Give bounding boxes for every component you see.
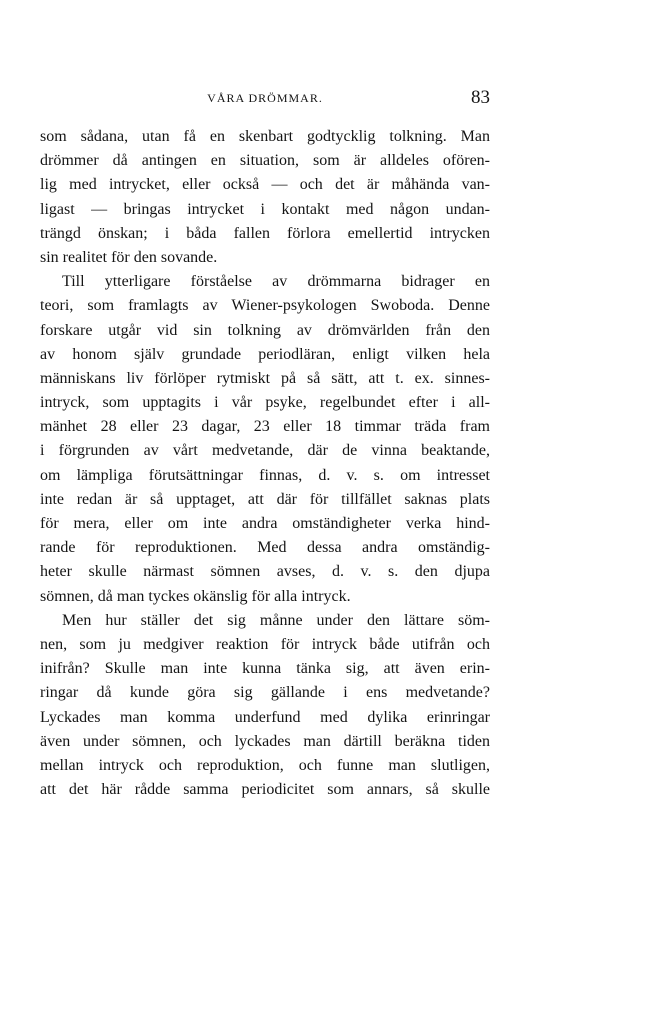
text-line: nen, som ju medgiver reaktion för intryck både utifrån och (40, 635, 490, 653)
text-line: teori, som framlagts av Wiener-psykologen Swoboda. Denne (40, 297, 490, 315)
text-line: trängd önskan; i båda fallen förlora emellertid intrycken (40, 224, 490, 242)
text-line: i förgrunden av vårt medvetande, där de vinna beaktande, (40, 442, 490, 460)
text-line: människans liv förlöper rytmiskt på så sätt, att t. ex. sinnes- (40, 369, 490, 387)
text-line: intryck, som upptagits i vår psyke, regelbundet efter i all- (40, 394, 490, 412)
text-line: ringar då kunde göra sig gällande i ens medvetande? (40, 684, 490, 702)
text-line: lig med intrycket, eller också — och det är måhända van- (40, 176, 490, 194)
text-line: rande för reproduktionen. Med dessa andra omständig- (40, 539, 490, 557)
text-line: Lyckades man komma underfund med dylika erinringar (40, 708, 490, 726)
text-line: mänhet 28 eller 23 dagar, 23 eller 18 timmar träda fram (40, 418, 490, 436)
text-line: av honom själv grundade periodläran, enligt vilken hela (40, 345, 490, 363)
body-text (40, 125, 490, 802)
text-line: inte redan är så upptaget, att där för tillfället saknas plats (40, 490, 490, 508)
text-line: om lämpliga förutsättningar finnas, d. v. s. om intresset (40, 466, 490, 484)
text-line: ligast — bringas intrycket i kontakt med någon undan- (40, 200, 490, 218)
text-line: drömmer då antingen en situation, som är alldeles ofören- (40, 152, 490, 170)
page-number: 83 (471, 87, 490, 108)
text-line: Men hur ställer det sig månne under den lättare söm- (62, 611, 490, 629)
text-line: även under sömnen, och lyckades man därtill beräkna tiden (40, 732, 490, 750)
text-line: att det här rådde samma periodicitet som annars, så skulle (40, 781, 490, 799)
text-line: inifrån? Skulle man inte kunna tänka sig, att även erin- (40, 660, 490, 678)
running-title: VÅRA DRÖMMAR. (207, 91, 323, 105)
text-line: forskare utgår vid sin tolkning av drömvärlden från den (40, 321, 490, 339)
text-line: för mera, eller om inte andra omständigheter verka hind- (40, 515, 490, 532)
text-line: mellan intryck och reproduktion, och funne man slutligen, (40, 756, 490, 774)
text-line: Till ytterligare förståelse av drömmarna bidrager en (62, 273, 490, 291)
text-line: heter skulle närmast sömnen avses, d. v. s. den djupa (40, 563, 490, 581)
running-head (40, 88, 490, 112)
text-line: sin realitet för den sovande. (40, 248, 218, 266)
text-line: sömnen, då man tyckes okänslig för alla intryck. (40, 587, 351, 605)
text-line: som sådana, utan få en skenbart godtycklig tolkning. Man (40, 128, 490, 145)
